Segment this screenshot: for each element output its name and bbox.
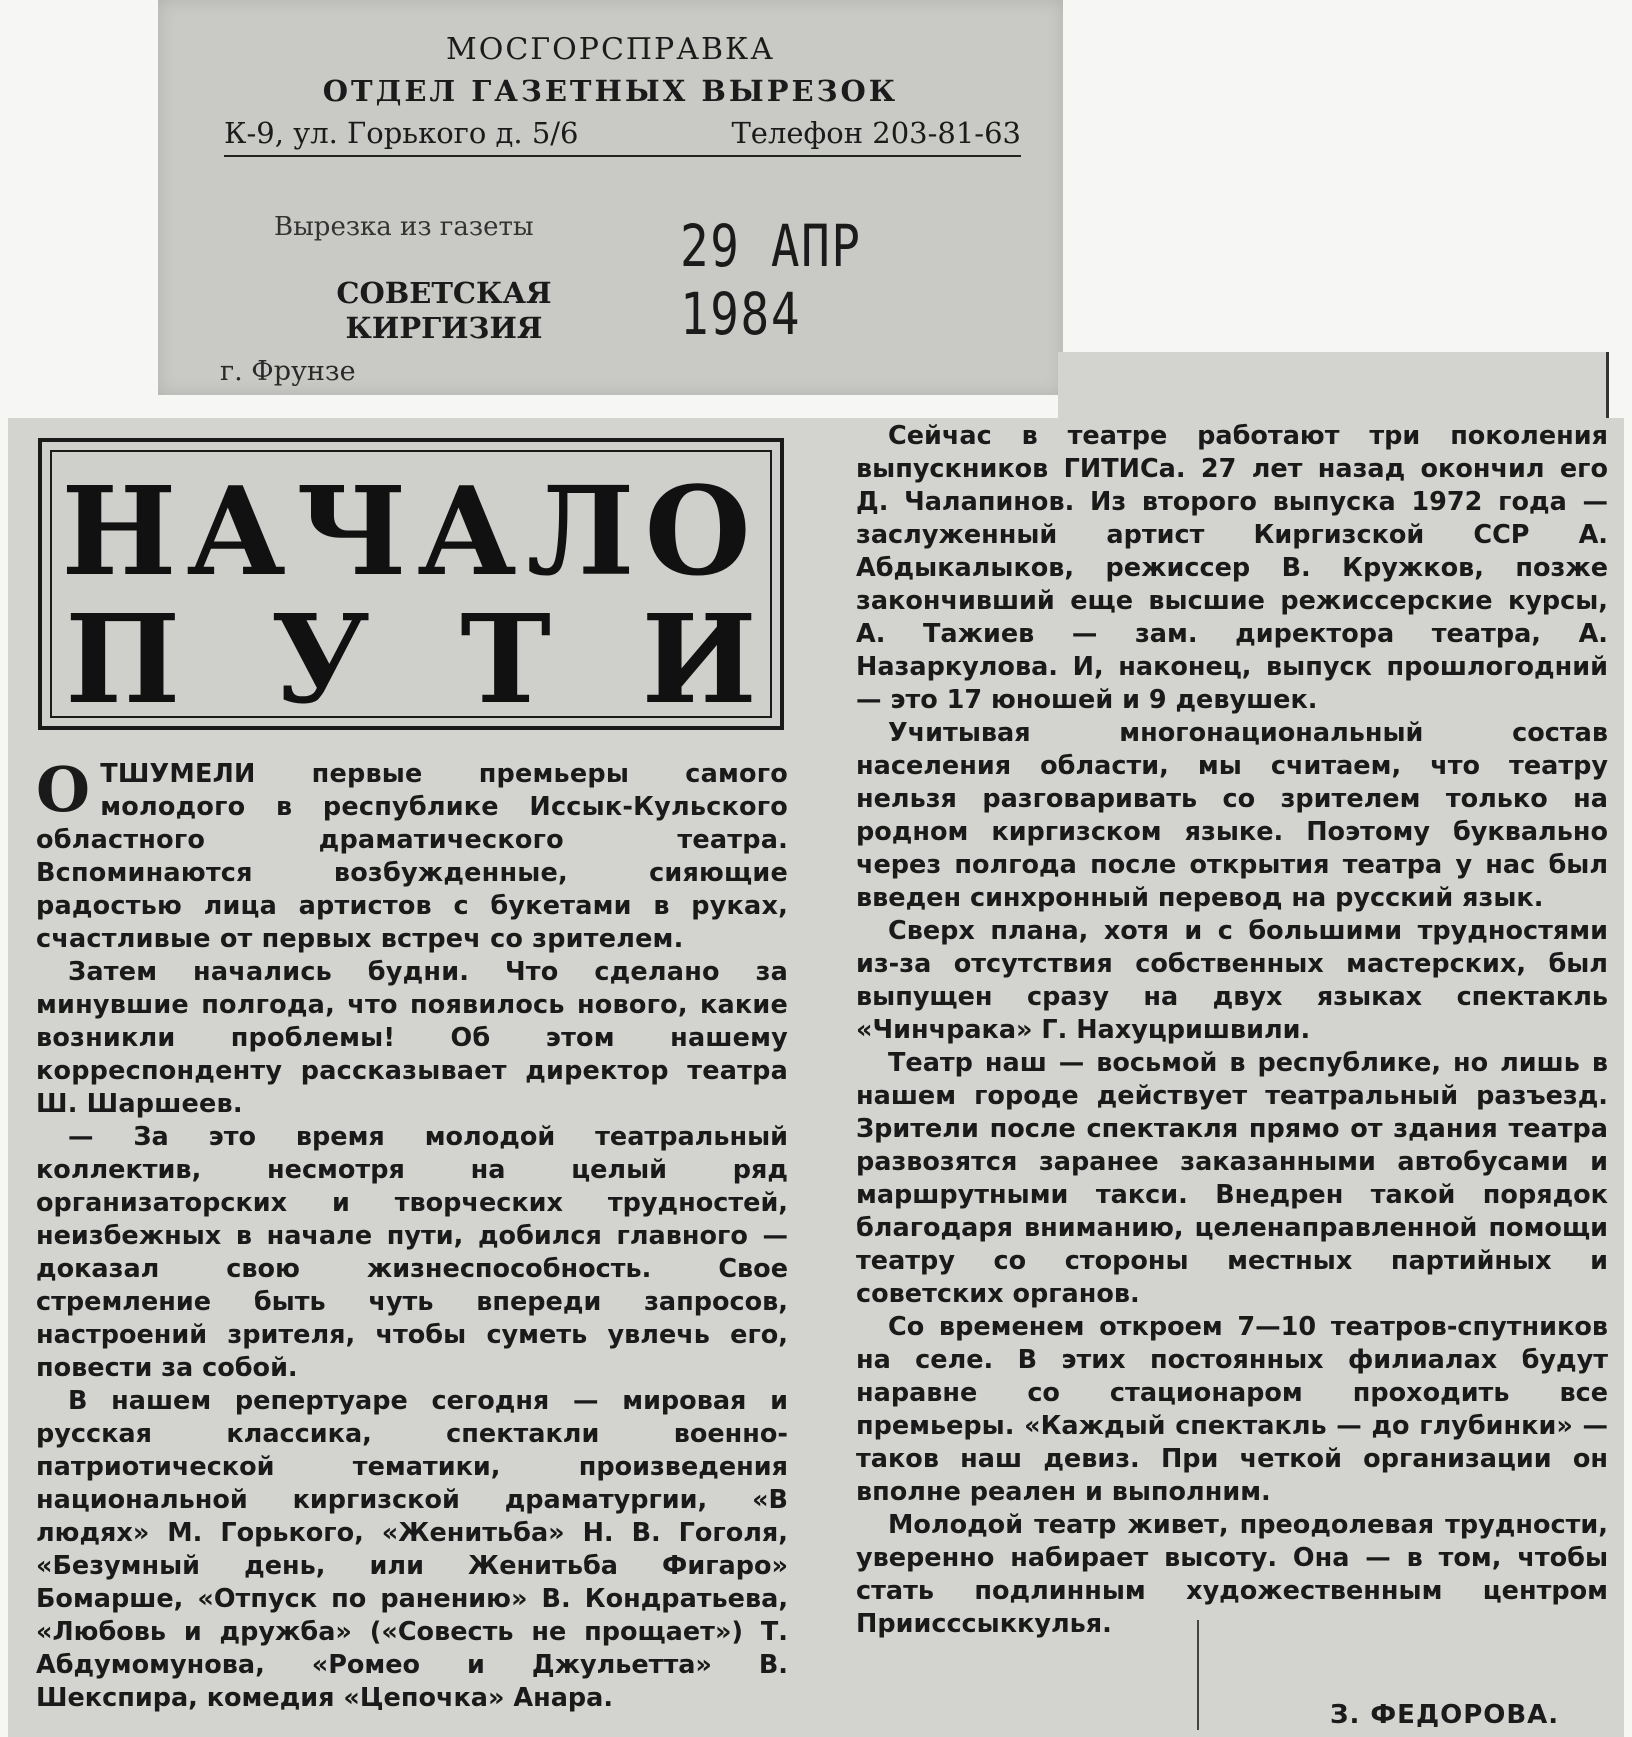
department-name: ОТДЕЛ ГАЗЕТНЫХ ВЫРЕЗОК	[322, 74, 899, 108]
headline-line2: П У Т И	[65, 587, 757, 731]
body-paragraph-3: Сейчас в театре работают три поколения выпускников ГИТИСа. 27 лет назад окончил его Д. Чалапинов. Из второго выпуска 1972 года — заслуженный артист Киргизской ССР А. Абдыкалыков, режиссер В. Кружков, позже закончивший еще высшие режиссерские курсы, А. Тажиев — зам. директора театра, А. Назаркулова. И, наконец, выпуск прошлогодний — это 17 юношей и 9 девушек.	[856, 421, 1608, 715]
drop-cap: О	[36, 753, 91, 826]
body-paragraph-2: В нашем репертуаре сегодня — мировая и русская классика, спектакли военно-патриотической тематики, произведения национальной киргизской драматургии, «В людях» М. Горького, «Женитьба» Н. В. Гоголя, «Безумный день, или Женитьба Фигаро» Бомарше, «Отпуск по ранению» В. Кондратьева, «Любовь и дружба» («Совесть не прощает») Т. Абдумомунова, «Ромео и Джульетта» В. Шекспира, комедия «Цепочка» Анара.	[36, 1386, 788, 1713]
clipping-date-stamp: 29 АПР 1984	[680, 212, 862, 348]
agency-name: МОСГОРСПРАВКА	[446, 32, 775, 67]
body-paragraph-6: Театр наш — восьмой в республике, но лишь в нашем городе действует театральный разъезд. Зрители после спектакля прямо от здания театра развозятся заранее заказанными автобусами и маршрутными такси. Внедрен такой порядок благодаря вниманию, целенаправленной помощи театру со стороны местных партийных и советских органов.	[856, 1048, 1608, 1309]
body-paragraph-4: Учитывая многонациональный состав населения области, мы считаем, что театру нельзя разговаривать со зрителем только на родном киргизском языке. Поэтому буквально через полгода после открытия театра у нас был введен синхронный перевод на русский язык.	[856, 718, 1608, 913]
agency-phone: Телефон 203-81-63	[731, 116, 1021, 150]
body-paragraph-5: Сверх плана, хотя и с большими трудностями из-за отсутствия собственных мастерских, был выпущен сразу на двух языках спектакль «Чинчрака» Г. Нахуцришвили.	[856, 916, 1608, 1045]
newspaper-name-line2: КИРГИЗИЯ	[345, 311, 543, 345]
headline-inner-frame	[50, 450, 772, 731]
clipping-edge	[1058, 352, 1609, 420]
clipping-service-stamp	[158, 0, 1063, 395]
newspaper-name	[294, 276, 594, 346]
newspaper-city: г. Фрунзе	[220, 356, 356, 387]
body-paragraph-8: Молодой театр живет, преодолевая трудности, уверенно набирает высоту. Она — в том, чтобы стать подлинным художественным центром Приисссыккулья.	[856, 1510, 1608, 1639]
article-author: З. ФЕДОРОВА.	[1330, 1700, 1560, 1730]
article-column-right	[856, 420, 1608, 1641]
intro-text-1: ТШУМЕЛИ первые премьеры самого молодого в республике Иссык-Кульского областного драматического театра. Вспоминаются возбужденные, сияющие радостью лица артистов с букетами в руках, счастливые от первых встреч со зрителем.	[36, 759, 788, 954]
headline-line1: НАЧАЛО	[61, 459, 761, 603]
column-fold-line	[1197, 1620, 1199, 1730]
body-paragraph-1: — За это время молодой театральный коллектив, несмотря на целый ряд организаторских и творческих трудностей, неизбежных в начале пути, добился главного — доказал свою жизнеспособность. Свое стремление быть чуть впереди запросов, настроений зрителя, чтобы суметь увлечь его, повести за собой.	[36, 1122, 788, 1383]
intro-paragraph-1	[36, 753, 788, 956]
body-paragraph-7: Со временем откроем 7—10 театров-спутников на селе. В этих постоянных филиалах будут наравне со стационаром проходить все премьеры. «Каждый спектакль — до глубинки» — таков наш девиз. При четкой организации он вполне реален и выполним.	[856, 1312, 1608, 1507]
newspaper-name-line1: СОВЕТСКАЯ	[336, 276, 552, 310]
agency-address: К-9, ул. Горького д. 5/6	[224, 116, 579, 150]
header-divider	[224, 155, 1021, 157]
headline-box	[38, 438, 784, 730]
article-column-left	[36, 753, 788, 1715]
cutting-label: Вырезка из газеты	[274, 212, 534, 242]
intro-paragraph-2: Затем начались будни. Что сделано за минувшие полгода, что появилось нового, какие возникли проблемы! Об этом нашему корреспонденту рассказывает директор театра Ш. Шаршеев.	[36, 957, 788, 1119]
